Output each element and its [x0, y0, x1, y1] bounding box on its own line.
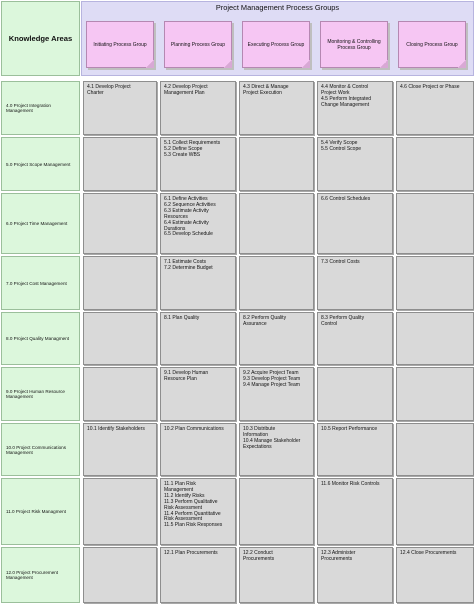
process-group-card: Closing Process Group — [398, 21, 466, 68]
process-cell — [396, 547, 474, 603]
process-cell — [239, 137, 314, 191]
process-cell-text: 11.1 Plan Risk Management 11.2 Identify Risks 11.3 Perform Qualitative Risk Assessment 11.4 Perform Quantitative Risk Assessment 11.5 Plan Risk Responses — [164, 481, 223, 529]
process-cell — [83, 367, 157, 421]
process-cell-text: 7.3 Control Costs — [321, 259, 360, 265]
process-cell — [396, 423, 474, 476]
process-cell — [396, 81, 474, 135]
knowledge-area-label: 12.0 Project Procurement Management — [1, 547, 80, 603]
process-cell-text: 4.1 Develop Project Charter — [87, 84, 131, 96]
process-cell — [396, 193, 474, 254]
process-cell-text: 4.3 Direct & Manage Project Execution — [243, 84, 289, 96]
process-cell — [239, 478, 314, 545]
knowledge-area-label: 4.0 Project Integration Management — [1, 81, 80, 135]
process-cell — [160, 256, 236, 310]
process-group-card: Monitoring & Controlling Process Group — [320, 21, 388, 68]
process-cell — [83, 478, 157, 545]
process-cell-text: 4.2 Develop Project Management Plan — [164, 84, 208, 96]
process-cell-text: 8.3 Perform Quality Control — [321, 315, 365, 327]
process-cell — [317, 137, 393, 191]
process-cell — [317, 193, 393, 254]
process-cell-text: 5.1 Collect Requirements 5.2 Define Scope 5.3 Create WBS — [164, 140, 221, 158]
process-cell — [83, 81, 157, 135]
process-cell — [160, 312, 236, 365]
process-cell-text: 10.1 Identify Stakeholders — [87, 426, 145, 432]
process-cell-text: 4.6 Close Project or Phase — [400, 84, 460, 90]
process-cell — [317, 312, 393, 365]
process-cell — [160, 367, 236, 421]
process-cell — [239, 423, 314, 476]
process-cell-text: 9.1 Develop Human Resource Plan — [164, 370, 209, 382]
process-cell — [83, 312, 157, 365]
process-cell-text: 10.5 Report Performance — [321, 426, 378, 432]
process-cell-text: 7.1 Estimate Costs 7.2 Determine Budget — [164, 259, 213, 271]
process-cell-text: 6.1 Define Activities 6.2 Sequence Activities 6.3 Estimate Activity Resources 6.4 Estimate Activity Durations 6.5 Develop Schedule — [164, 196, 216, 238]
process-cell-text: 10.3 Distribute Information 10.4 Manage Stakeholder Expectations — [243, 426, 301, 450]
process-cell — [396, 367, 474, 421]
process-cell — [396, 312, 474, 365]
process-cell — [239, 81, 314, 135]
process-cell — [317, 367, 393, 421]
process-cell-text: 9.2 Acquire Project Team 9.3 Develop Project Team 9.4 Manage Project Team — [243, 370, 301, 388]
process-cell — [83, 256, 157, 310]
process-cell-text: 8.1 Plan Quality — [164, 315, 200, 321]
process-group-card: Initiating Process Group — [86, 21, 154, 68]
process-cell-text: 12.2 Conduct Procurements — [243, 550, 275, 562]
process-cell — [160, 478, 236, 545]
process-cell — [160, 423, 236, 476]
process-group-card: Executing Process Group — [242, 21, 310, 68]
process-cell — [160, 81, 236, 135]
process-cell — [317, 423, 393, 476]
process-cell — [83, 547, 157, 603]
process-cell — [239, 193, 314, 254]
process-cell-text: 12.3 Administer Procurements — [321, 550, 356, 562]
process-cell — [239, 367, 314, 421]
process-cell-text: 12.1 Plan Procurements — [164, 550, 218, 556]
knowledge-area-label: 8.0 Project Quality Managment — [1, 312, 80, 365]
process-cell — [317, 478, 393, 545]
process-groups-title: Project Management Process Groups — [215, 3, 340, 12]
process-cell-text: 5.4 Verify Scope 5.5 Control Scope — [321, 140, 362, 152]
process-cell — [396, 478, 474, 545]
process-cell — [317, 256, 393, 310]
process-cell — [317, 81, 393, 135]
process-cell — [239, 312, 314, 365]
process-cell — [160, 193, 236, 254]
process-cell-text: 11.6 Monitor Risk Controls — [321, 481, 380, 487]
process-cell — [160, 547, 236, 603]
knowledge-area-label: 5.0 Project Scope Management — [1, 137, 80, 191]
knowledge-area-label: 11.0 Project Risk Managment — [1, 478, 80, 545]
process-cell — [239, 256, 314, 310]
process-cell-text: 4.4 Monitor & Control Project Work 4.5 Perform Integrated Change Management — [321, 84, 372, 108]
process-cell — [396, 137, 474, 191]
knowledge-area-label: 10.0 Project Communications Management — [1, 423, 80, 476]
process-cell — [160, 137, 236, 191]
process-cell — [83, 193, 157, 254]
process-cell — [83, 137, 157, 191]
process-cell — [83, 423, 157, 476]
process-group-card: Planning Process Group — [164, 21, 232, 68]
process-cell — [396, 256, 474, 310]
knowledge-area-label: 6.0 Project Time Management — [1, 193, 80, 254]
process-cell — [317, 547, 393, 603]
knowledge-areas-header: Knowledge Areas — [1, 1, 80, 76]
knowledge-area-label: 7.0 Project Cost Management — [1, 256, 80, 310]
process-cell-text: 10.2 Plan Communications — [164, 426, 224, 432]
process-cell — [239, 547, 314, 603]
process-cell-text: 12.4 Close Procurements — [400, 550, 457, 556]
knowledge-area-label: 9.0 Project Human Resource Management — [1, 367, 80, 421]
process-cell-text: 8.2 Perform Quality Assurance — [243, 315, 287, 327]
process-cell-text: 6.6 Control Schedules — [321, 196, 371, 202]
